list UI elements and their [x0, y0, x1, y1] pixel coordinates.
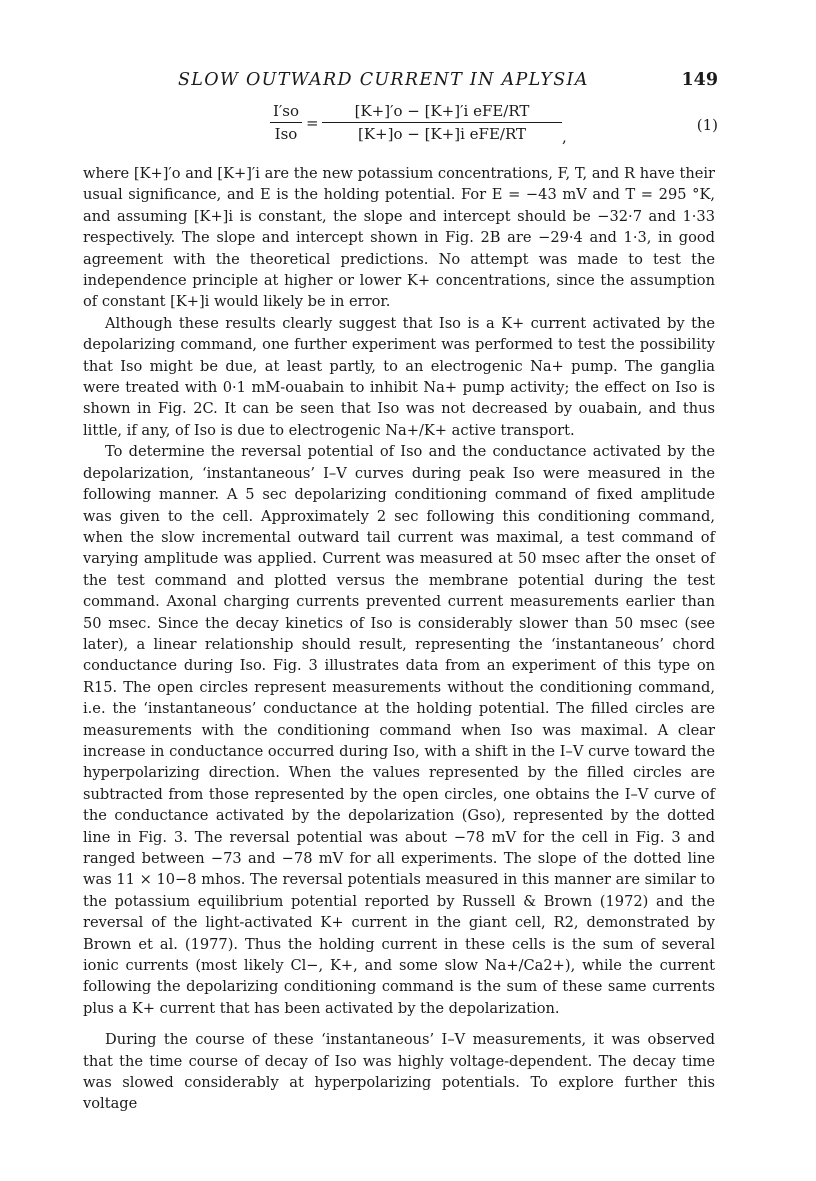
paragraph-1: where [K+]′o and [K+]′i are the new potassium concentrations, F, T, and R have their usual significance, and E is the holding potential. For E = −43 mV and T = 295 °K, and assuming [K+]i is constant, the slope and intercept should be −32·7 and 1·33 respectively. The slope and intercept shown in Fig. 2B are −29·4 and 1·3, in good agreement with the theoretical predictions. No attempt was made to test the independence principle at higher or lower K+ concentrations, since the assumption of constant [K+]i would likely be in error. [83, 165, 715, 311]
equation-rhs-fraction [322, 102, 562, 143]
paragraph-3: To determine the reversal potential of Iso and the conductance activated by the depolarization, ‘instantaneous’ I–V curves during peak Iso were measured in the following manner. A 5 sec depolarizing conditioning command of fixed amplitude was given to the cell. Approximately 2 sec following this conditioning command, when the slow incremental outward tail current was maximal, a test command of varying amplitude was applied. Current was measured at 50 msec after the onset of the test command and plotted versus the membrane potential during the test command. Axonal charging currents prevented current measurements earlier than 50 msec. Since the decay kinetics of Iso is considerably slower than 50 msec (see later), a linear relationship should result, representing the ‘instantaneous’ chord conductance during Iso. Fig. 3 illustrates data from an experiment of this type on R15. The open circles represent measurements without the conditioning command, i.e. the ‘instantaneous’ conductance at the holding potential. The filled circles are measurements with the conditioning command when Iso was maximal. A clear increase in conductance occurred during Iso, with a shift in the I–V curve toward the hyperpolarizing direction. When the values represented by the filled circles are subtracted from those represented by the open circles, one obtains the I–V curve of the conductance activated by the depolarization (Gso), represented by the dotted line in Fig. 3. The reversal potential was about −78 mV for the cell in Fig. 3 and ranged between −73 and −78 mV for all experiments. The slope of the dotted line was 11 × 10−8 mhos. The reversal potentials measured in this manner are similar to the potassium equilibrium potential reported by Russell & Brown (1972) and the reversal of the light-activated K+ current in the giant cell, R2, demonstrated by Brown et al. (1977). Thus the holding current in these cells is the sum of several ionic currents (most likely Cl−, K+, and some slow Na+/Ca2+), while the current following the depolarizing conditioning command is the sum of these same currents plus a K+ current that has been activated by the depolarization. [83, 443, 715, 1017]
equation-number: (1) [696, 116, 718, 134]
equation-lhs-numerator: I′so [270, 102, 302, 123]
equals-sign: = [306, 114, 319, 132]
paragraph-4: During the course of these ‘instantaneous’ I–V measurements, it was observed that the time course of decay of Iso was highly voltage-dependent. The decay time was slowed considerably at hyperpolarizing potentials. To explore further this voltage [83, 1031, 715, 1113]
equation-rhs-denominator: [K+]o − [K+]i eFE/RT [358, 125, 526, 143]
equation-lhs-fraction [270, 102, 302, 143]
equation-rhs-numerator: [K+]′o − [K+]′i eFE/RT [322, 102, 562, 123]
paragraph-2: Although these results clearly suggest that Iso is a K+ current activated by the depolarizing command, one further experiment was performed to test the possibility that Iso might be due, at least partly, to an electrogenic Na+ pump. The ganglia were treated with 0·1 mM-ouabain to inhibit Na+ pump activity; the effect on Iso is shown in Fig. 2C. It can be seen that Iso was not decreased by ouabain, and thus little, if any, of Iso is due to electrogenic Na+/K+ active transport. [83, 314, 715, 439]
equation-lhs-denominator: Iso [274, 125, 298, 143]
equation-comma: , [562, 128, 567, 146]
page-number: 149 [681, 70, 718, 90]
equation-1 [270, 100, 718, 156]
body-text [83, 163, 715, 1115]
running-head-title: SLOW OUTWARD CURRENT IN APLYSIA [178, 70, 589, 90]
